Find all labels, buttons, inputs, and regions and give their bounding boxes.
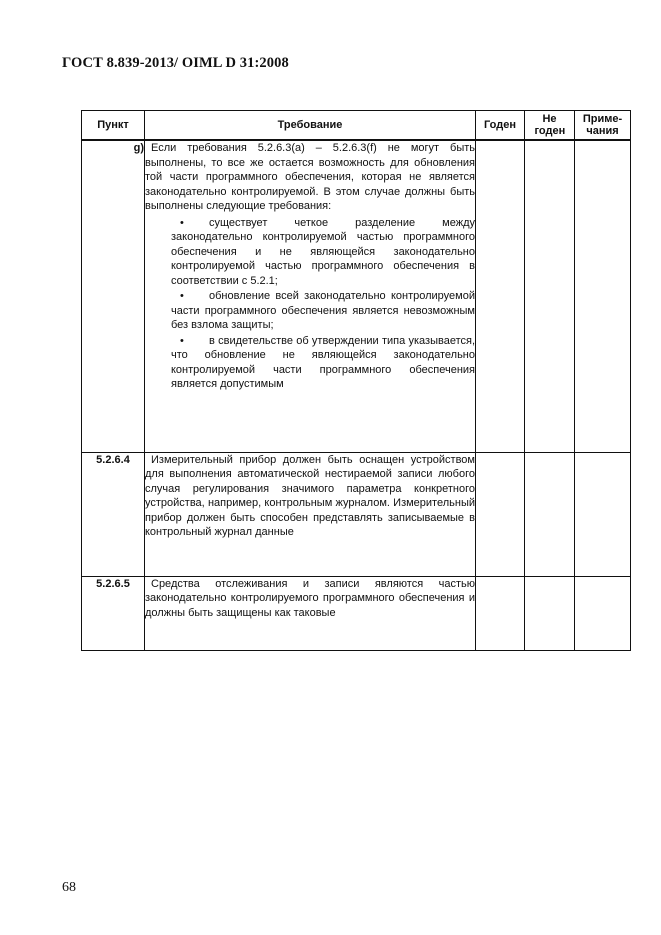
- row-notes-cell: [575, 140, 631, 452]
- row-fit-cell: [476, 576, 525, 650]
- row-requirement: [145, 576, 476, 650]
- table-row: [82, 140, 631, 452]
- row-notes-cell: [575, 576, 631, 650]
- bullet-item: [170, 216, 475, 289]
- bullet-text: обновление всей законодательно контролируемой части программного обеспечения является невозможным без взлома защиты;: [171, 290, 475, 331]
- row-requirement: [145, 452, 476, 576]
- row-unfit-cell: [525, 576, 575, 650]
- page-number: 68: [62, 880, 76, 895]
- column-header-item: Пункт: [82, 111, 145, 141]
- requirements-table: [81, 110, 631, 651]
- bullet-text: в свидетельстве об утверждении типа указывается, что обновление не являющейся законодательно контролируемой части программного обеспечения является допустимым: [171, 334, 475, 390]
- requirement-paragraph: Измерительный прибор должен быть оснащен устройством для выполнения автоматической нестираемой записи любого случая регулирования значимого параметра конкретного устройства, например, контрольным журналом. Измерительный прибор должен быть способен представлять записываемые в контрольный журнал данные: [145, 453, 475, 538]
- row-unfit-cell: [525, 452, 575, 576]
- row-unfit-cell: [525, 140, 575, 452]
- row-fit-cell: [476, 140, 525, 452]
- column-header-fit: Годен: [476, 111, 525, 141]
- column-header-unfit-label: Не годен: [534, 113, 566, 137]
- table-row: [82, 576, 631, 650]
- table-header-row: [82, 111, 631, 141]
- bullet-item: [170, 334, 475, 392]
- bullet-symbol: •: [180, 216, 184, 229]
- document-header: ГОСТ 8.839-2013/ OIML D 31:2008: [62, 55, 289, 71]
- column-header-notes-label: Приме-чания: [582, 113, 623, 137]
- row-requirement: [145, 140, 476, 452]
- column-header-unfit: [525, 111, 575, 141]
- row-notes-cell: [575, 452, 631, 576]
- requirement-paragraph: Средства отслеживания и записи являются частью законодательно контролируемого программного обеспечения и должны быть защищены как таковые: [145, 577, 475, 619]
- table-row: [82, 452, 631, 576]
- bullet-symbol: •: [180, 334, 184, 347]
- bullet-text: существует четкое разделение между законодательно контролируемой частью программного обеспечения и не являющейся законодательно контролируемой частью программного обеспечения в соответствии с 5.2.1;: [171, 216, 475, 287]
- column-header-requirement: Требование: [145, 111, 476, 141]
- row-item-code: 5.2.6.4: [82, 452, 145, 576]
- row-fit-cell: [476, 452, 525, 576]
- row-item-code: g): [82, 140, 145, 452]
- row-item-code: 5.2.6.5: [82, 576, 145, 650]
- bullet-item: [170, 289, 475, 333]
- requirement-paragraph: Если требования 5.2.6.3(a) – 5.2.6.3(f) не могут быть выполнены, то все же остается возможность для обновления той части программного обеспечения, которая не является законодательно контролируемой. В этом случае должны быть выполнены следующие требования:: [145, 142, 475, 212]
- column-header-notes: [575, 111, 631, 141]
- bullet-symbol: •: [180, 290, 184, 302]
